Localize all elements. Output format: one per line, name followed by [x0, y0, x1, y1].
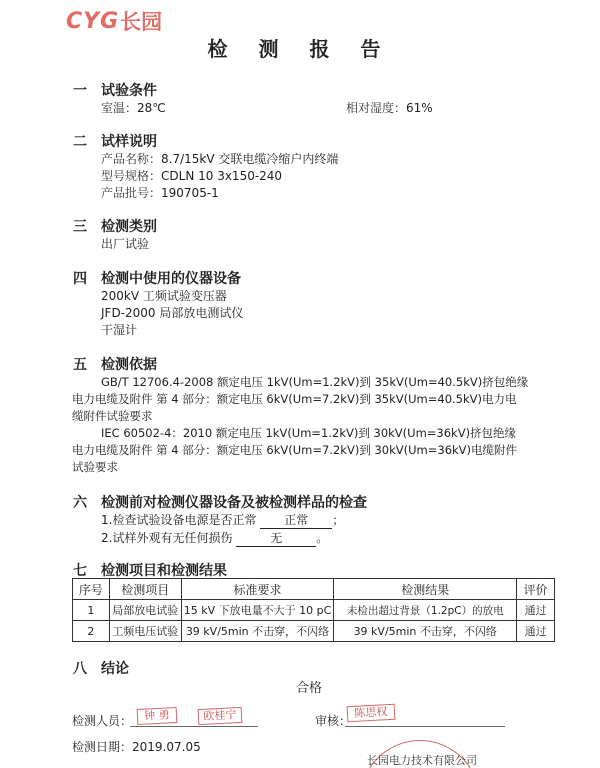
tester-label: 检测人员： — [72, 714, 133, 728]
standard-1-line-3: 缆附件试验要求 — [72, 409, 153, 423]
section-number: 二 — [73, 134, 87, 150]
table-row — [73, 600, 555, 621]
reviewer-signature-stamp: 陈思权 — [347, 704, 396, 722]
conclusion-value: 合格 — [296, 681, 323, 696]
table-header-row — [73, 579, 555, 600]
section-title: 试样说明 — [101, 134, 157, 150]
header-cell: 检测结果 — [334, 579, 517, 600]
room-temp-value: 28℃ — [137, 101, 166, 115]
standard-2-line-1: IEC 60502-4：2010 额定电压 1kV(Um=1.2kV)到 30kV(Um=36kV)挤包绝缘 — [101, 426, 517, 440]
product-name-label: 产品名称： — [101, 152, 162, 166]
table-cell: 未检出超过背景（1.2pC）的放电 — [334, 600, 517, 621]
table-cell: 2 — [73, 621, 110, 642]
check-1-label: 1.检查试验设备电源是否正常 — [101, 513, 257, 527]
section-number: 七 — [73, 563, 87, 579]
instrument-item: 干湿计 — [101, 323, 138, 337]
section-title: 检测项目和检测结果 — [101, 563, 227, 579]
header-cell: 标准要求 — [181, 579, 334, 600]
table-cell: 工频电压试验 — [109, 621, 181, 642]
check-1-value: 正常 — [260, 511, 332, 529]
results-table — [72, 578, 555, 642]
company-logo — [66, 8, 162, 34]
product-name-line — [101, 150, 338, 167]
instrument-item: 200kV 工频试验变压器 — [101, 289, 227, 303]
table-cell: 15 kV 下放电量不大于 10 pC — [181, 600, 334, 621]
report-title: 检 测 报 告 — [207, 37, 393, 61]
model-value: CDLN 10 3x150-240 — [161, 169, 283, 183]
section-title: 检测类别 — [101, 219, 157, 235]
humidity-label: 相对湿度： — [346, 101, 407, 115]
table-row — [73, 621, 555, 642]
table-cell: 39 kV/5min 不击穿，不闪络 — [334, 621, 517, 642]
section-number: 六 — [73, 495, 87, 511]
batch-value: 190705-1 — [161, 186, 219, 200]
table-cell: 通过 — [517, 621, 555, 642]
table-cell: 局部放电试验 — [109, 600, 181, 621]
section-instruments — [73, 268, 241, 288]
section-sample-description — [73, 131, 157, 151]
room-temp-label: 室温： — [101, 101, 138, 115]
section-test-conditions — [73, 80, 157, 100]
check-1-end: ； — [332, 513, 345, 527]
section-title: 结论 — [101, 661, 129, 677]
section-title: 检测前对检测仪器设备及被检测样品的检查 — [101, 495, 367, 511]
section-number: 八 — [73, 661, 87, 677]
room-temp-line — [101, 99, 166, 116]
section-pre-test-check — [73, 492, 367, 512]
section-number: 一 — [73, 83, 87, 99]
standard-1-line-2: 电力电缆及附件 第 4 部分：额定电压 6kV(Um=7.2kV)到 35kV(Um=40.5kV)电力电 — [72, 392, 517, 406]
section-number: 五 — [73, 357, 87, 373]
test-date-line — [72, 738, 201, 755]
batch-label: 产品批号： — [101, 186, 162, 200]
standard-2-line-2: 电力电缆及附件 第 4 部分：额定电压 6kV(Um=7.2kV)到 30kV(Um=36kV)电缆附件 — [72, 443, 518, 457]
model-line — [101, 167, 282, 184]
section-conclusion — [73, 658, 129, 678]
header-cell: 评价 — [517, 579, 555, 600]
section-title: 试验条件 — [101, 83, 157, 99]
check-2-value: 无 — [236, 529, 316, 547]
check-2-label: 2.试样外观有无任何损伤 — [101, 531, 233, 545]
tester-signature-line — [130, 726, 258, 727]
tester-1-signature-stamp: 钟 勇 — [137, 707, 178, 725]
logo-latin-text: CYG — [66, 8, 120, 34]
section-number: 四 — [73, 271, 87, 287]
reviewer-label: 审核： — [315, 714, 352, 728]
instrument-item: JFD-2000 局部放电测试仪 — [101, 306, 244, 320]
header-cell: 检测项目 — [109, 579, 181, 600]
section-test-results — [73, 560, 227, 580]
batch-line — [101, 184, 219, 201]
table-cell: 39 kV/5min 不击穿，不闪络 — [181, 621, 334, 642]
test-date-label: 检测日期： — [72, 740, 133, 754]
product-name-value: 8.7/15kV 交联电缆冷缩户内终端 — [161, 152, 339, 166]
standard-1-line-1: GB/T 12706.4-2008 额定电压 1kV(Um=1.2kV)到 35kV(Um=40.5kV)挤包绝缘 — [101, 375, 529, 389]
check-1-line — [101, 511, 344, 529]
section-title: 检测中使用的仪器设备 — [101, 271, 241, 287]
company-seal-text: 长园电力技术有限公司 — [367, 754, 477, 767]
test-category-value: 出厂试验 — [101, 237, 150, 251]
header-cell: 序号 — [73, 579, 110, 600]
logo-cjk-text: 长园 — [120, 10, 163, 34]
humidity-line — [346, 99, 433, 116]
table-cell: 通过 — [517, 600, 555, 621]
check-2-end: 。 — [316, 531, 329, 545]
tester-2-signature-stamp: 欧桂宁 — [198, 707, 243, 725]
humidity-value: 61% — [406, 101, 433, 115]
test-date-value: 2019.07.05 — [132, 740, 201, 754]
section-test-basis — [73, 354, 157, 374]
check-2-line — [101, 529, 328, 547]
table-cell: 1 — [73, 600, 110, 621]
standard-2-line-3: 试验要求 — [72, 460, 118, 474]
model-label: 型号规格： — [101, 169, 162, 183]
reviewer-signature-line — [345, 726, 505, 727]
section-title: 检测依据 — [101, 357, 157, 373]
section-test-category — [73, 216, 157, 236]
section-number: 三 — [73, 219, 87, 235]
